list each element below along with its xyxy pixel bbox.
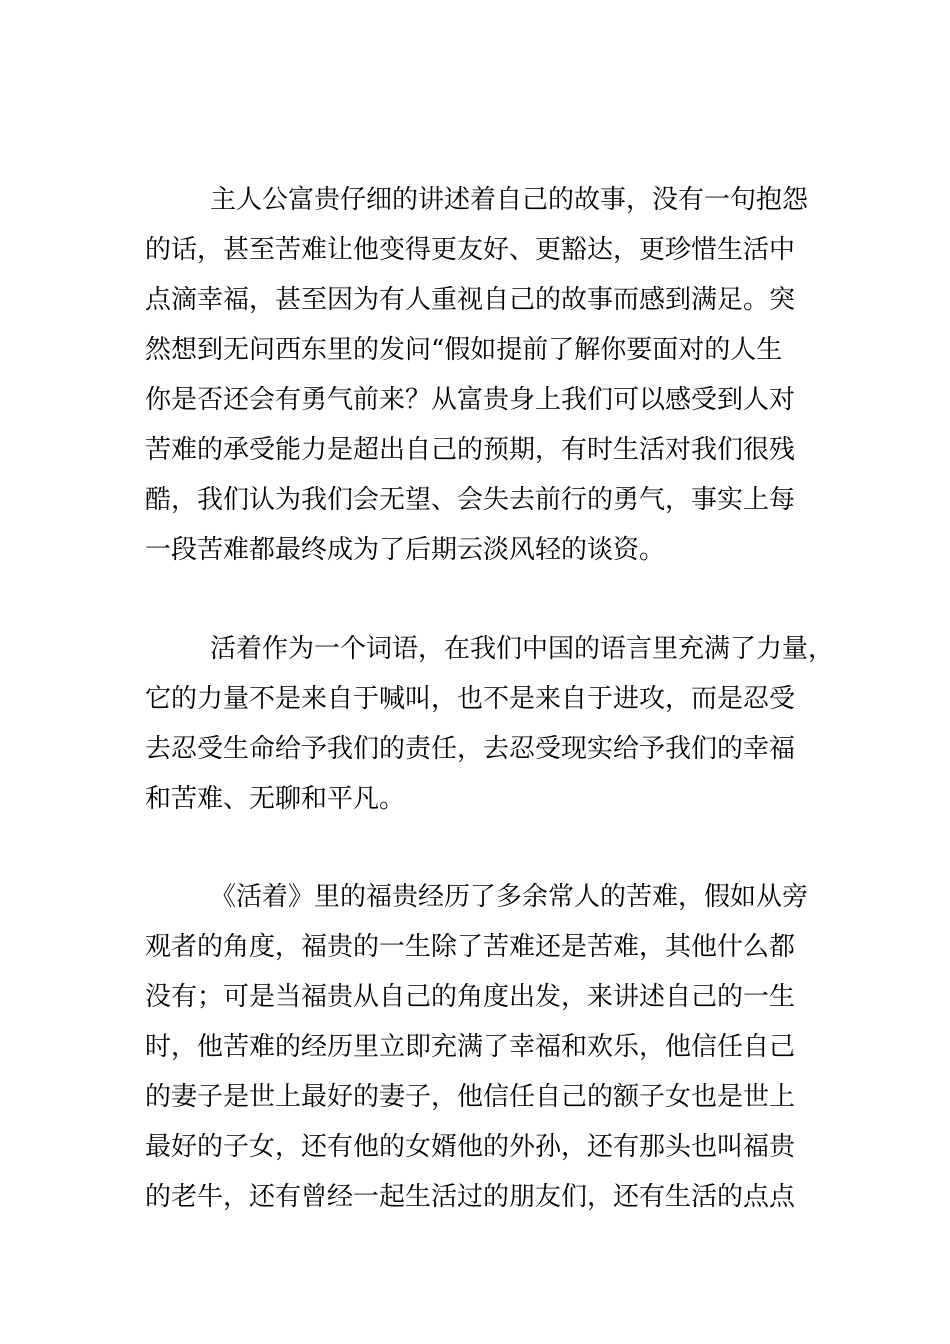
text-line: 和苦难、无聊和平凡。 bbox=[145, 784, 406, 814]
text-line: 《活着》里的福贵经历了多余常人的苦难，假如从旁 bbox=[210, 882, 809, 912]
text-line: 时，他苦难的经历里立即充满了幸福和欢乐，他信任自己 bbox=[145, 1032, 796, 1062]
text-line: 你是否还会有勇气前来？从富贵身上我们可以感受到人对 bbox=[145, 385, 796, 415]
text-line: 主人公富贵仔细的讲述着自己的故事，没有一句抱怨 bbox=[210, 185, 809, 215]
text-line: 没有；可是当福贵从自己的角度出发，来讲述自己的一生 bbox=[145, 982, 796, 1012]
text-line: 的老牛，还有曾经一起生活过的朋友们，还有生活的点点 bbox=[145, 1182, 796, 1212]
text-line: 酷，我们认为我们会无望、会失去前行的勇气，事实上每 bbox=[145, 485, 796, 515]
text-line: 一段苦难都最终成为了后期云淡风轻的谈资。 bbox=[145, 535, 666, 565]
text-line: 点滴幸福，甚至因为有人重视自己的故事而感到满足。突 bbox=[145, 285, 796, 315]
text-line: 的话，甚至苦难让他变得更友好、更豁达，更珍惜生活中 bbox=[145, 235, 796, 265]
text-line: 的妻子是世上最好的妻子，他信任自己的额子女也是世上 bbox=[145, 1082, 796, 1112]
text-line: 观者的角度，福贵的一生除了苦难还是苦难，其他什么都 bbox=[145, 932, 796, 962]
text-line: 最好的子女，还有他的女婿他的外孙，还有那头也叫福贵 bbox=[145, 1132, 796, 1162]
text-line: 然想到无问西东里的发问“假如提前了解你要面对的人生 bbox=[145, 335, 783, 365]
text-line: 去忍受生命给予我们的责任，去忍受现实给予我们的幸福 bbox=[145, 734, 796, 764]
text-line: 活着作为一个词语，在我们中国的语言里充满了力量， bbox=[210, 634, 835, 664]
text-line: 它的力量不是来自于喊叫，也不是来自于进攻，而是忍受 bbox=[145, 684, 796, 714]
text-line: 苦难的承受能力是超出自己的预期，有时生活对我们很残 bbox=[145, 435, 796, 465]
